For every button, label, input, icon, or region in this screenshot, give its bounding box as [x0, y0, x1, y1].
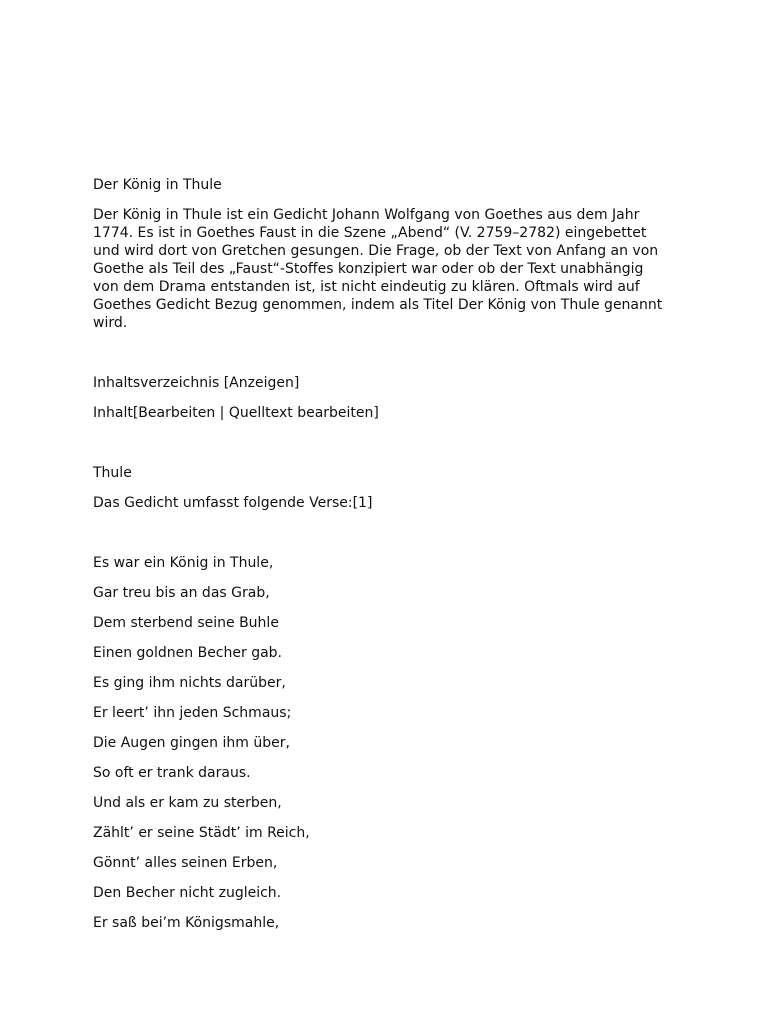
section-heading: Thule — [93, 465, 132, 481]
verse-line: Er saß bei’m Königsmahle, — [93, 915, 280, 931]
verse-line: Und als er kam zu sterben, — [93, 795, 282, 811]
verse-intro: Das Gedicht umfasst folgende Verse:[1] — [93, 495, 373, 511]
intro-line: Der König in Thule ist ein Gedicht Johann Wolfgang von Goethes aus dem Jahr — [93, 207, 640, 223]
intro-line: 1774. Es ist in Goethes Faust in die Szene „Abend“ (V. 2759–2782) eingebettet — [93, 225, 647, 241]
verse-line: Die Augen gingen ihm über, — [93, 735, 290, 751]
intro-line: Goethes Gedicht Bezug genommen, indem als Titel Der König von Thule genannt — [93, 297, 663, 313]
intro-line: von dem Drama entstanden ist, ist nicht eindeutig zu klären. Oftmals wird auf — [93, 279, 640, 295]
intro-line: Goethe als Teil des „Faust“-Stoffes konzipiert war oder ob der Text unabhängig — [93, 261, 644, 277]
verse-line: So oft er trank daraus. — [93, 765, 251, 781]
document-title: Der König in Thule — [93, 177, 222, 193]
verse-line: Gar treu bis an das Grab, — [93, 585, 270, 601]
verse-line: Zählt’ er seine Städt’ im Reich, — [93, 825, 310, 841]
content-heading: Inhalt[Bearbeiten | Quelltext bearbeiten] — [93, 405, 379, 421]
intro-line: wird. — [93, 315, 128, 331]
intro-line: und wird dort von Gretchen gesungen. Die Frage, ob der Text von Anfang an von — [93, 243, 659, 259]
verse-line: Er leert’ ihn jeden Schmaus; — [93, 705, 292, 721]
verse-line: Es ging ihm nichts darüber, — [93, 675, 286, 691]
intro-paragraph — [93, 206, 683, 332]
verse-line: Gönnt’ alles seinen Erben, — [93, 855, 278, 871]
verse-line: Den Becher nicht zugleich. — [93, 885, 282, 901]
toc-line: Inhaltsverzeichnis [Anzeigen] — [93, 375, 300, 391]
verse-line: Dem sterbend seine Buhle — [93, 615, 279, 631]
verse-line: Einen goldnen Becher gab. — [93, 645, 282, 661]
verse-line: Es war ein König in Thule, — [93, 555, 274, 571]
